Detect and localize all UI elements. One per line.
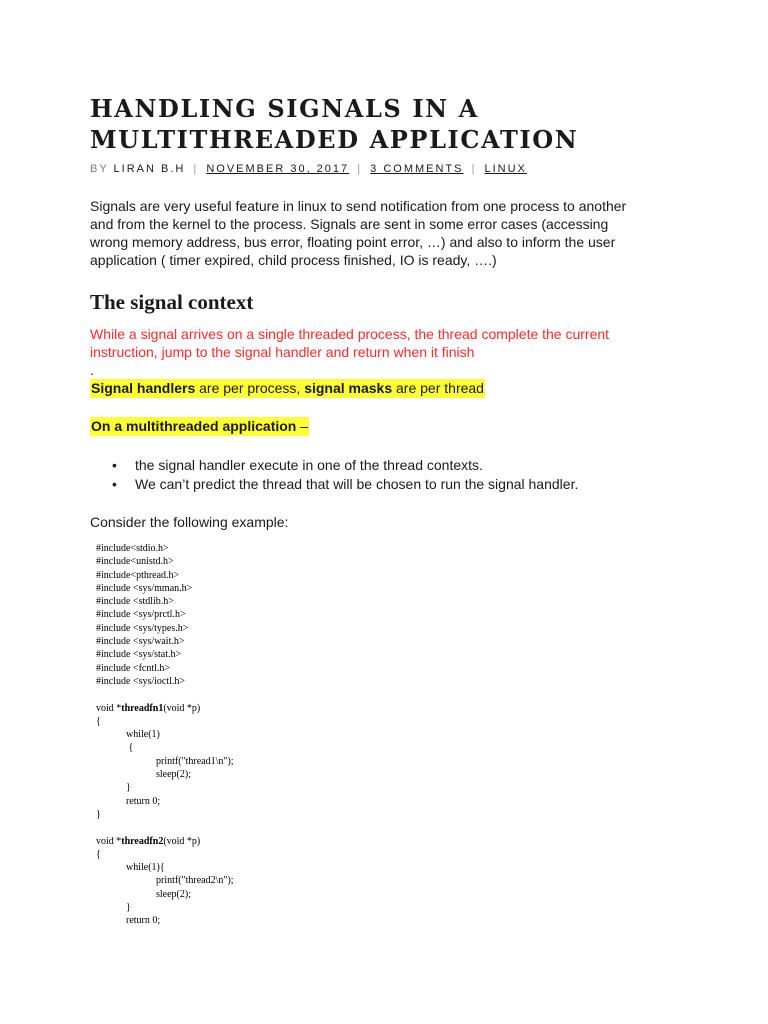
code-fn2-name: threadfn2 — [121, 835, 164, 847]
bullet-marker: • — [112, 457, 117, 473]
signal-context-paragraph — [90, 325, 680, 379]
list-item-text: the signal handler execute in one of the thread contexts. — [135, 457, 483, 473]
code-line: #include <stdlib.h> — [96, 596, 174, 608]
highlight-handlers-masks — [90, 379, 485, 398]
code-line: while(1) — [96, 729, 160, 741]
highlight-dash: – — [296, 418, 309, 434]
section-heading: The signal context — [90, 290, 254, 314]
code-fn2-signature — [96, 835, 234, 848]
code-line: #include <sys/prctl.h> — [96, 609, 186, 621]
code-line: sleep(2); — [96, 769, 191, 781]
code-line: } — [96, 808, 101, 820]
highlight-bold-signal-masks: signal masks — [304, 380, 393, 396]
code-line: } — [96, 782, 131, 794]
code-line: #include <sys/ioctl.h> — [96, 675, 186, 687]
code-fn1-suffix: (void *p) — [163, 702, 201, 714]
meta-by: BY — [90, 163, 109, 175]
highlight-multithreaded — [90, 417, 309, 436]
red-line-2 — [90, 343, 680, 379]
code-line: #include<stdio.h> — [96, 543, 169, 554]
code-fn2-prefix: void * — [96, 835, 122, 847]
code-line: #include<pthread.h> — [96, 569, 180, 581]
code-line: { — [96, 742, 134, 754]
intro-line: wrong memory address, bus error, floating point error, …) and also to inform the user — [90, 234, 616, 250]
list-item — [112, 456, 578, 475]
consider-text: Consider the following example: — [90, 514, 289, 530]
code-line: { — [96, 715, 101, 727]
title-line-2: MULTITHREADED APPLICATION — [90, 125, 579, 154]
bullet-marker: • — [112, 476, 117, 492]
code-line: { — [96, 848, 101, 860]
meta-separator: | — [193, 163, 199, 175]
code-blank-line — [96, 821, 234, 834]
code-line: sleep(2); — [96, 888, 191, 900]
meta-category-link[interactable]: LINUX — [484, 163, 527, 175]
meta-date-link[interactable]: NOVEMBER 30, 2017 — [206, 163, 350, 175]
bullet-list — [112, 456, 578, 494]
meta-separator: | — [471, 163, 477, 175]
code-fn1-prefix: void * — [96, 702, 122, 714]
meta-comments-link[interactable]: 3 COMMENTS — [370, 163, 464, 175]
list-item-text: We can’t predict the thread that will be chosen to run the signal handler. — [135, 476, 579, 492]
meta-separator: | — [357, 163, 363, 175]
code-blank-line — [96, 688, 234, 701]
code-fn1-signature — [96, 702, 234, 715]
code-line: return 0; — [96, 795, 161, 807]
red-line-1: While a signal arrives on a single threaded process, the thread complete the current — [90, 326, 610, 342]
intro-line: Signals are very useful feature in linux to send notification from one process to another — [90, 198, 627, 214]
intro-line: and from the kernel to the process. Signals are sent in some error cases (accessing — [90, 216, 609, 232]
article-meta — [90, 163, 527, 175]
red-line-2-text: instruction, jump to the signal handler and return when it finish — [90, 344, 475, 360]
code-line: #include<unistd.h> — [96, 556, 174, 568]
meta-author: LIRAN B.H — [113, 163, 186, 175]
intro-paragraph — [90, 197, 680, 269]
title-line-1: HANDLING SIGNALS IN A — [90, 94, 479, 123]
highlight-text: are per process, — [195, 380, 305, 396]
code-line: #include <sys/wait.h> — [96, 636, 185, 648]
highlight-bold-signal-handlers: Signal handlers — [91, 380, 196, 396]
code-line: while(1){ — [96, 862, 165, 874]
code-line: return 0; — [96, 915, 161, 927]
code-line: } — [96, 902, 131, 914]
code-fn2-suffix: (void *p) — [163, 835, 201, 847]
code-line: printf("thread1\n"); — [96, 755, 234, 767]
article-title — [90, 93, 730, 155]
code-line: #include <fcntl.h> — [96, 662, 171, 674]
code-line: #include <sys/mman.h> — [96, 582, 193, 594]
highlight-bold-multithreaded: On a multithreaded application — [91, 418, 297, 434]
code-line: printf("thread2\n"); — [96, 875, 234, 887]
highlight-text: are per thread — [392, 380, 484, 396]
list-item — [112, 475, 578, 494]
code-line: #include <sys/types.h> — [96, 622, 189, 634]
code-fn1-name: threadfn1 — [121, 702, 164, 714]
code-block — [96, 542, 234, 928]
code-line: #include <sys/stat.h> — [96, 649, 182, 661]
red-line-2-period: . — [90, 362, 94, 378]
intro-line: application ( timer expired, child process finished, IO is ready, ….) — [90, 252, 497, 268]
